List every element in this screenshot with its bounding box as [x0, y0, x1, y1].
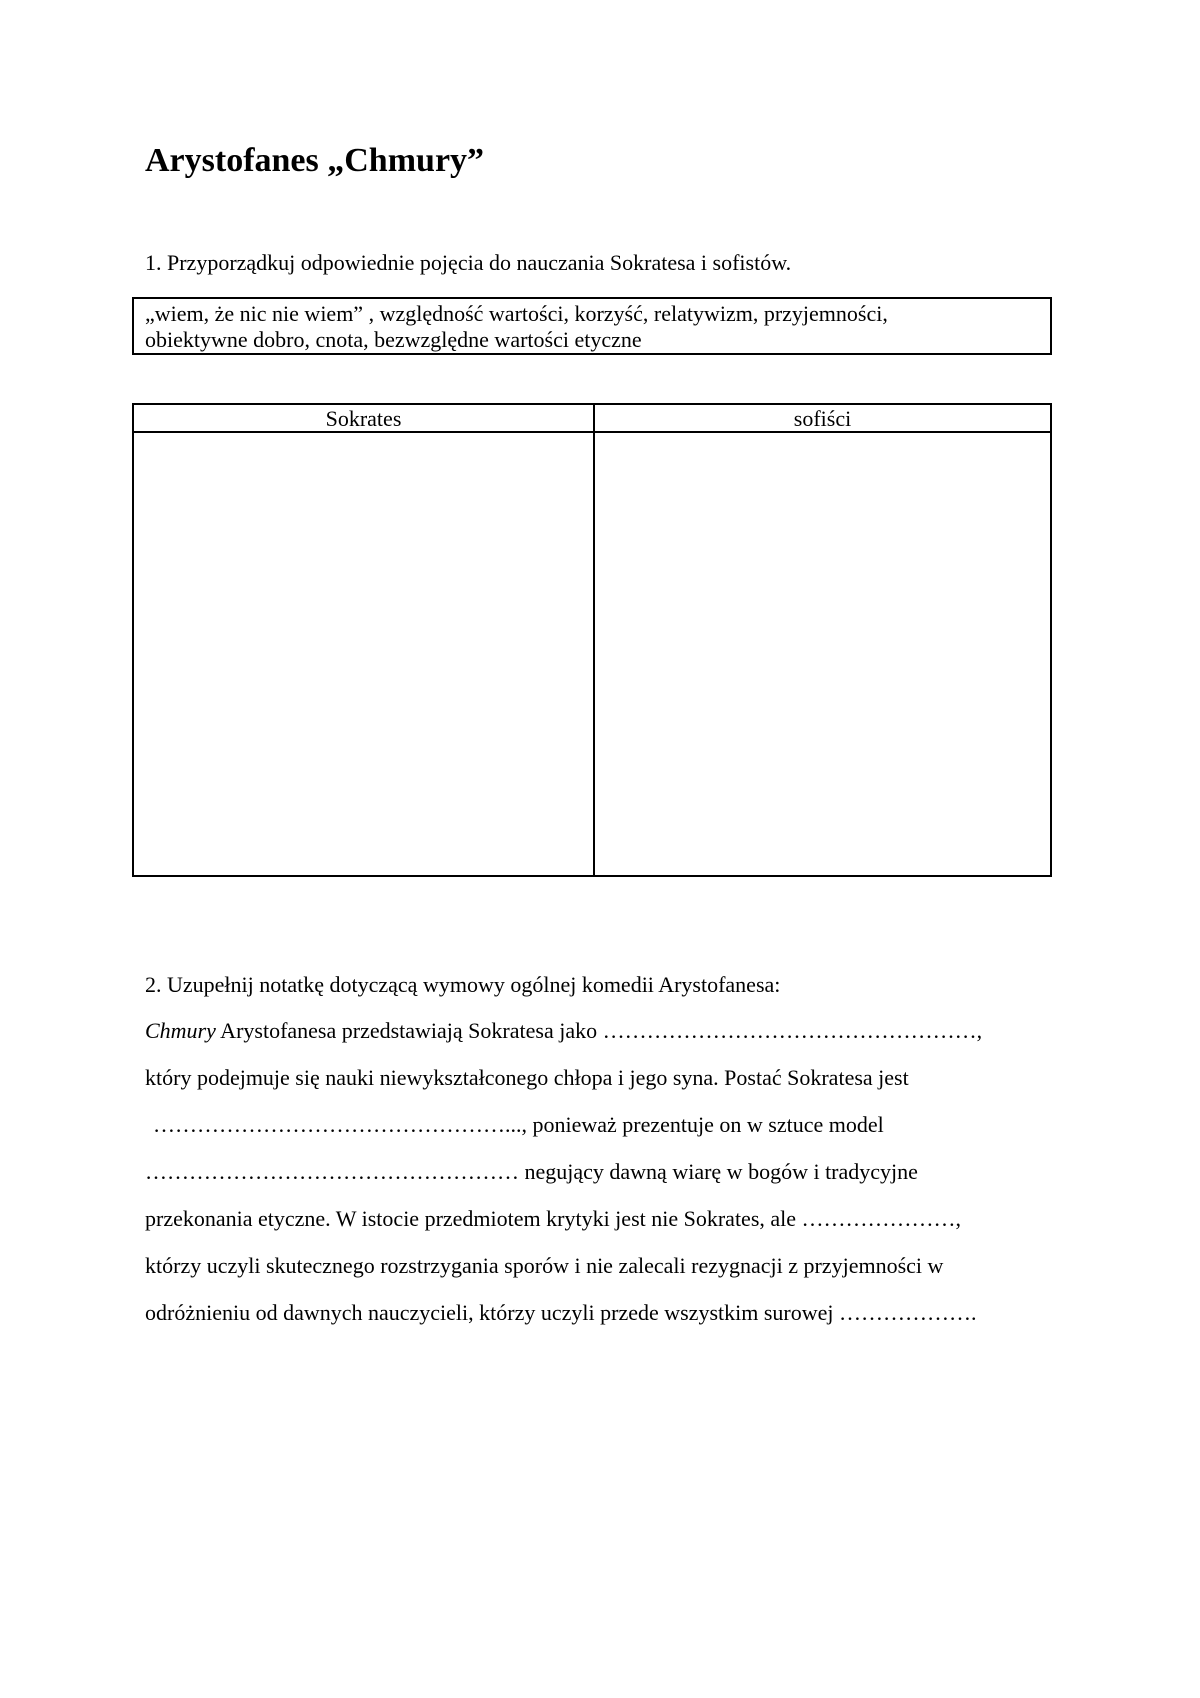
note-line-6: którzy uczyli skutecznego rozstrzygania sporów i nie zalecali rezygnacji z przyjemności w	[145, 1253, 944, 1278]
concepts-box	[132, 297, 1052, 355]
table-header-sofisci: sofiści	[793, 406, 852, 431]
task2-note	[145, 1018, 982, 1347]
note-line-3: …………………………………………..., ponieważ prezentuje on w sztuce model	[153, 1112, 884, 1137]
note-line-7: odróżnieniu od dawnych nauczycieli, którzy uczyli przede wszystkim surowej ……………….	[145, 1300, 977, 1325]
note-line-2: który podejmuje się nauki niewykształconego chłopa i jego syna. Postać Sokratesa jest	[145, 1065, 909, 1090]
table-cell-sokrates-answers[interactable]	[134, 433, 593, 875]
table-cell-sofisci-answers[interactable]	[595, 433, 1050, 875]
note-italic-title: Chmury	[145, 1018, 216, 1043]
task2-instruction: 2. Uzupełnij notatkę dotyczącą wymowy ogólnej komedii Arystofanesa:	[145, 972, 781, 997]
assignment-table	[132, 403, 1052, 877]
page-title: Arystofanes „Chmury”	[145, 142, 485, 179]
concepts-line-2: obiektywne dobro, cnota, bezwzględne wartości etyczne	[145, 327, 642, 352]
note-line-4: …………………………………………… negujący dawną wiarę w bogów i tradycyjne	[145, 1159, 918, 1184]
table-header-sokrates: Sokrates	[325, 406, 402, 431]
note-line-1	[145, 1018, 982, 1065]
task1-instruction: 1. Przyporządkuj odpowiednie pojęcia do nauczania Sokratesa i sofistów.	[145, 250, 792, 275]
concepts-line-1: „wiem, że nic nie wiem” , względność wartości, korzyść, relatywizm, przyjemności,	[145, 301, 888, 326]
note-line-5: przekonania etyczne. W istocie przedmiotem krytyki jest nie Sokrates, ale …………………,	[145, 1206, 962, 1231]
note-line-1-text: Arystofanesa przedstawiają Sokratesa jako ……………………………………………,	[215, 1018, 983, 1043]
